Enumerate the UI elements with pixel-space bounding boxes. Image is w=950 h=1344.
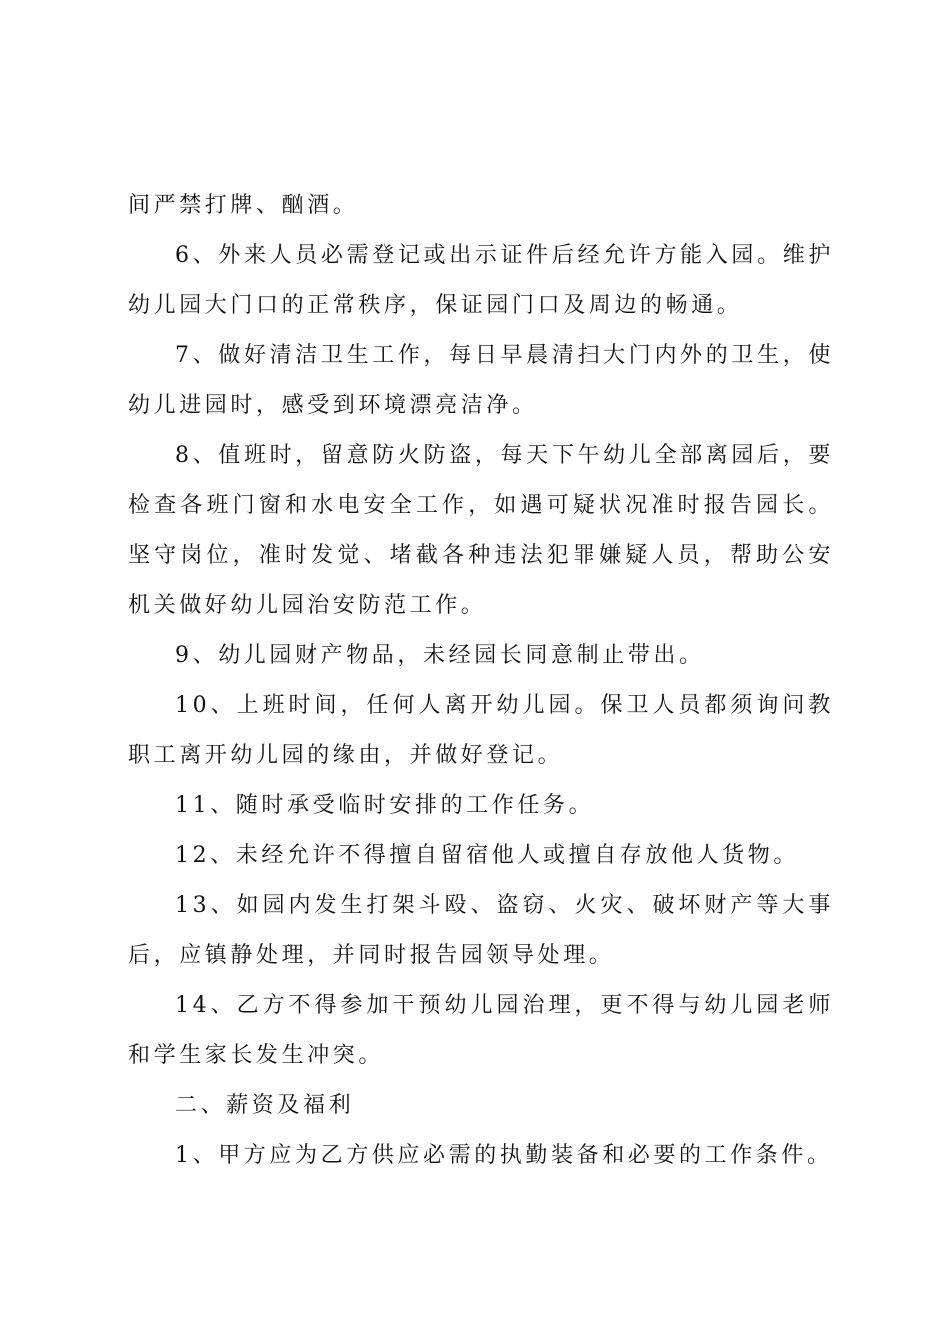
paragraph-salary-item-1: 1、甲方应为乙方供应必需的执勤装备和必要的工作条件。 [175,1143,833,1168]
paragraph-item-6: 6、外来人员必需登记或出示证件后经允许方能入园。维护幼儿园大门口的正常秩序，保证园门口及周边的畅通。 [128,243,834,318]
paragraph-continuation: 间严禁打牌、酗酒。 [128,193,359,218]
paragraph-item-7: 7、做好清洁卫生工作，每日早晨清扫大门内外的卫生，使幼儿进园时，感受到环境漂亮洁净。 [128,343,834,418]
paragraph-item-8: 8、值班时，留意防火防盗，每天下午幼儿全部离园后，要检查各班门窗和水电安全工作，如遇可疑状况准时报告园长。坚守岗位，准时发觉、堵截各种违法犯罪嫌疑人员，帮助公安机关做好幼儿园治安防范工作。 [128,443,834,618]
document-body [128,181,834,1181]
section-heading-salary: 二、薪资及福利 [175,1093,355,1118]
paragraph-item-9: 9、幼儿园财产物品，未经园长同意制止带出。 [175,643,705,668]
paragraph-item-10: 10、上班时间，任何人离开幼儿园。保卫人员都须询问教职工离开幼儿园的缘由，并做好登记。 [128,693,834,768]
paragraph-item-13: 13、如园内发生打架斗殴、盗窃、火灾、破坏财产等大事后，应镇静处理，并同时报告园领导处理。 [128,893,834,968]
paragraph-item-14: 14、乙方不得参加干预幼儿园治理，更不得与幼儿园老师和学生家长发生冲突。 [128,993,834,1068]
paragraph-item-12: 12、未经允许不得擅自留宿他人或擅自存放他人货物。 [175,843,799,868]
paragraph-item-11: 11、随时承受临时安排的工作任务。 [175,793,595,818]
